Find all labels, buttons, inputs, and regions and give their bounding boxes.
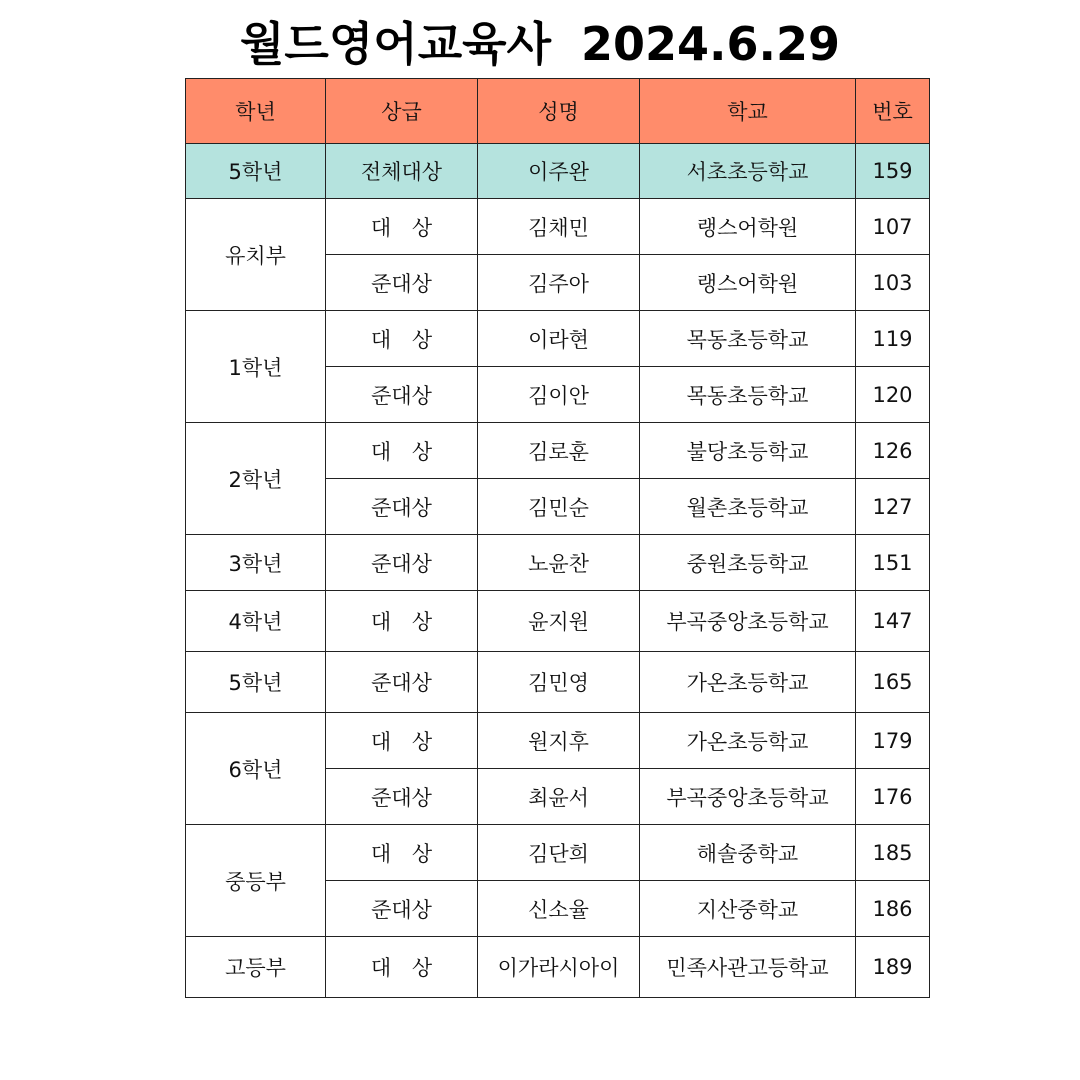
name-cell: 김민영 [478,652,640,713]
grade-cell: 중등부 [186,825,326,937]
award-cell: 대 상 [326,423,478,479]
school-cell: 가온초등학교 [640,652,856,713]
title-text: 월드영어교육사 [239,17,552,71]
number-cell: 120 [856,367,930,423]
number-cell: 119 [856,311,930,367]
top-award-grade: 5학년 [186,144,326,199]
name-cell: 노윤찬 [478,535,640,591]
grade-cell: 고등부 [186,937,326,998]
grade-cell: 5학년 [186,652,326,713]
header-number: 번호 [856,79,930,144]
award-cell: 준대상 [326,652,478,713]
school-cell: 민족사관고등학교 [640,937,856,998]
header-row [186,79,930,144]
name-cell: 김단희 [478,825,640,881]
grade-cell: 유치부 [186,199,326,311]
header-grade: 학년 [186,79,326,144]
name-cell: 김이안 [478,367,640,423]
number-cell: 165 [856,652,930,713]
name-cell: 김주아 [478,255,640,311]
award-cell: 준대상 [326,535,478,591]
school-cell: 부곡중앙초등학교 [640,769,856,825]
table-row [186,713,930,769]
award-cell: 대 상 [326,311,478,367]
name-cell: 최윤서 [478,769,640,825]
name-cell: 김채민 [478,199,640,255]
name-cell: 신소율 [478,881,640,937]
table-row [186,311,930,367]
award-cell: 준대상 [326,479,478,535]
top-award-name: 이주완 [478,144,640,199]
table-row [186,423,930,479]
award-cell: 준대상 [326,769,478,825]
number-cell: 127 [856,479,930,535]
grade-cell: 1학년 [186,311,326,423]
table-row [186,652,930,713]
number-cell: 151 [856,535,930,591]
top-award-award: 전체대상 [326,144,478,199]
school-cell: 중원초등학교 [640,535,856,591]
award-cell: 대 상 [326,591,478,652]
school-cell: 랭스어학원 [640,255,856,311]
grade-cell: 4학년 [186,591,326,652]
number-cell: 176 [856,769,930,825]
header-school: 학교 [640,79,856,144]
school-cell: 목동초등학교 [640,311,856,367]
name-cell: 이라현 [478,311,640,367]
number-cell: 107 [856,199,930,255]
school-cell: 불당초등학교 [640,423,856,479]
title-date: 2024.6.29 [581,17,841,71]
school-cell: 지산중학교 [640,881,856,937]
award-cell: 준대상 [326,255,478,311]
table-row [186,937,930,998]
number-cell: 185 [856,825,930,881]
name-cell: 이가라시아이 [478,937,640,998]
name-cell: 원지후 [478,713,640,769]
school-cell: 해솔중학교 [640,825,856,881]
grade-cell: 6학년 [186,713,326,825]
name-cell: 김로훈 [478,423,640,479]
award-cell: 대 상 [326,937,478,998]
number-cell: 189 [856,937,930,998]
number-cell: 179 [856,713,930,769]
grade-cell: 3학년 [186,535,326,591]
number-cell: 126 [856,423,930,479]
number-cell: 147 [856,591,930,652]
top-award-number: 159 [856,144,930,199]
school-cell: 월촌초등학교 [640,479,856,535]
table-row [186,199,930,255]
top-award-school: 서초초등학교 [640,144,856,199]
table-row [186,825,930,881]
header-name: 성명 [478,79,640,144]
school-cell: 가온초등학교 [640,713,856,769]
name-cell: 김민순 [478,479,640,535]
award-cell: 대 상 [326,713,478,769]
name-cell: 윤지원 [478,591,640,652]
table-row [186,591,930,652]
top-award-row [186,144,930,199]
award-cell: 대 상 [326,825,478,881]
table-row [186,535,930,591]
header-award: 상급 [326,79,478,144]
school-cell: 부곡중앙초등학교 [640,591,856,652]
number-cell: 186 [856,881,930,937]
number-cell: 103 [856,255,930,311]
awards-body [186,144,930,998]
awards-table [185,78,930,998]
award-cell: 준대상 [326,367,478,423]
grade-cell: 2학년 [186,423,326,535]
page-title [0,12,1080,76]
award-cell: 준대상 [326,881,478,937]
award-cell: 대 상 [326,199,478,255]
school-cell: 목동초등학교 [640,367,856,423]
school-cell: 랭스어학원 [640,199,856,255]
